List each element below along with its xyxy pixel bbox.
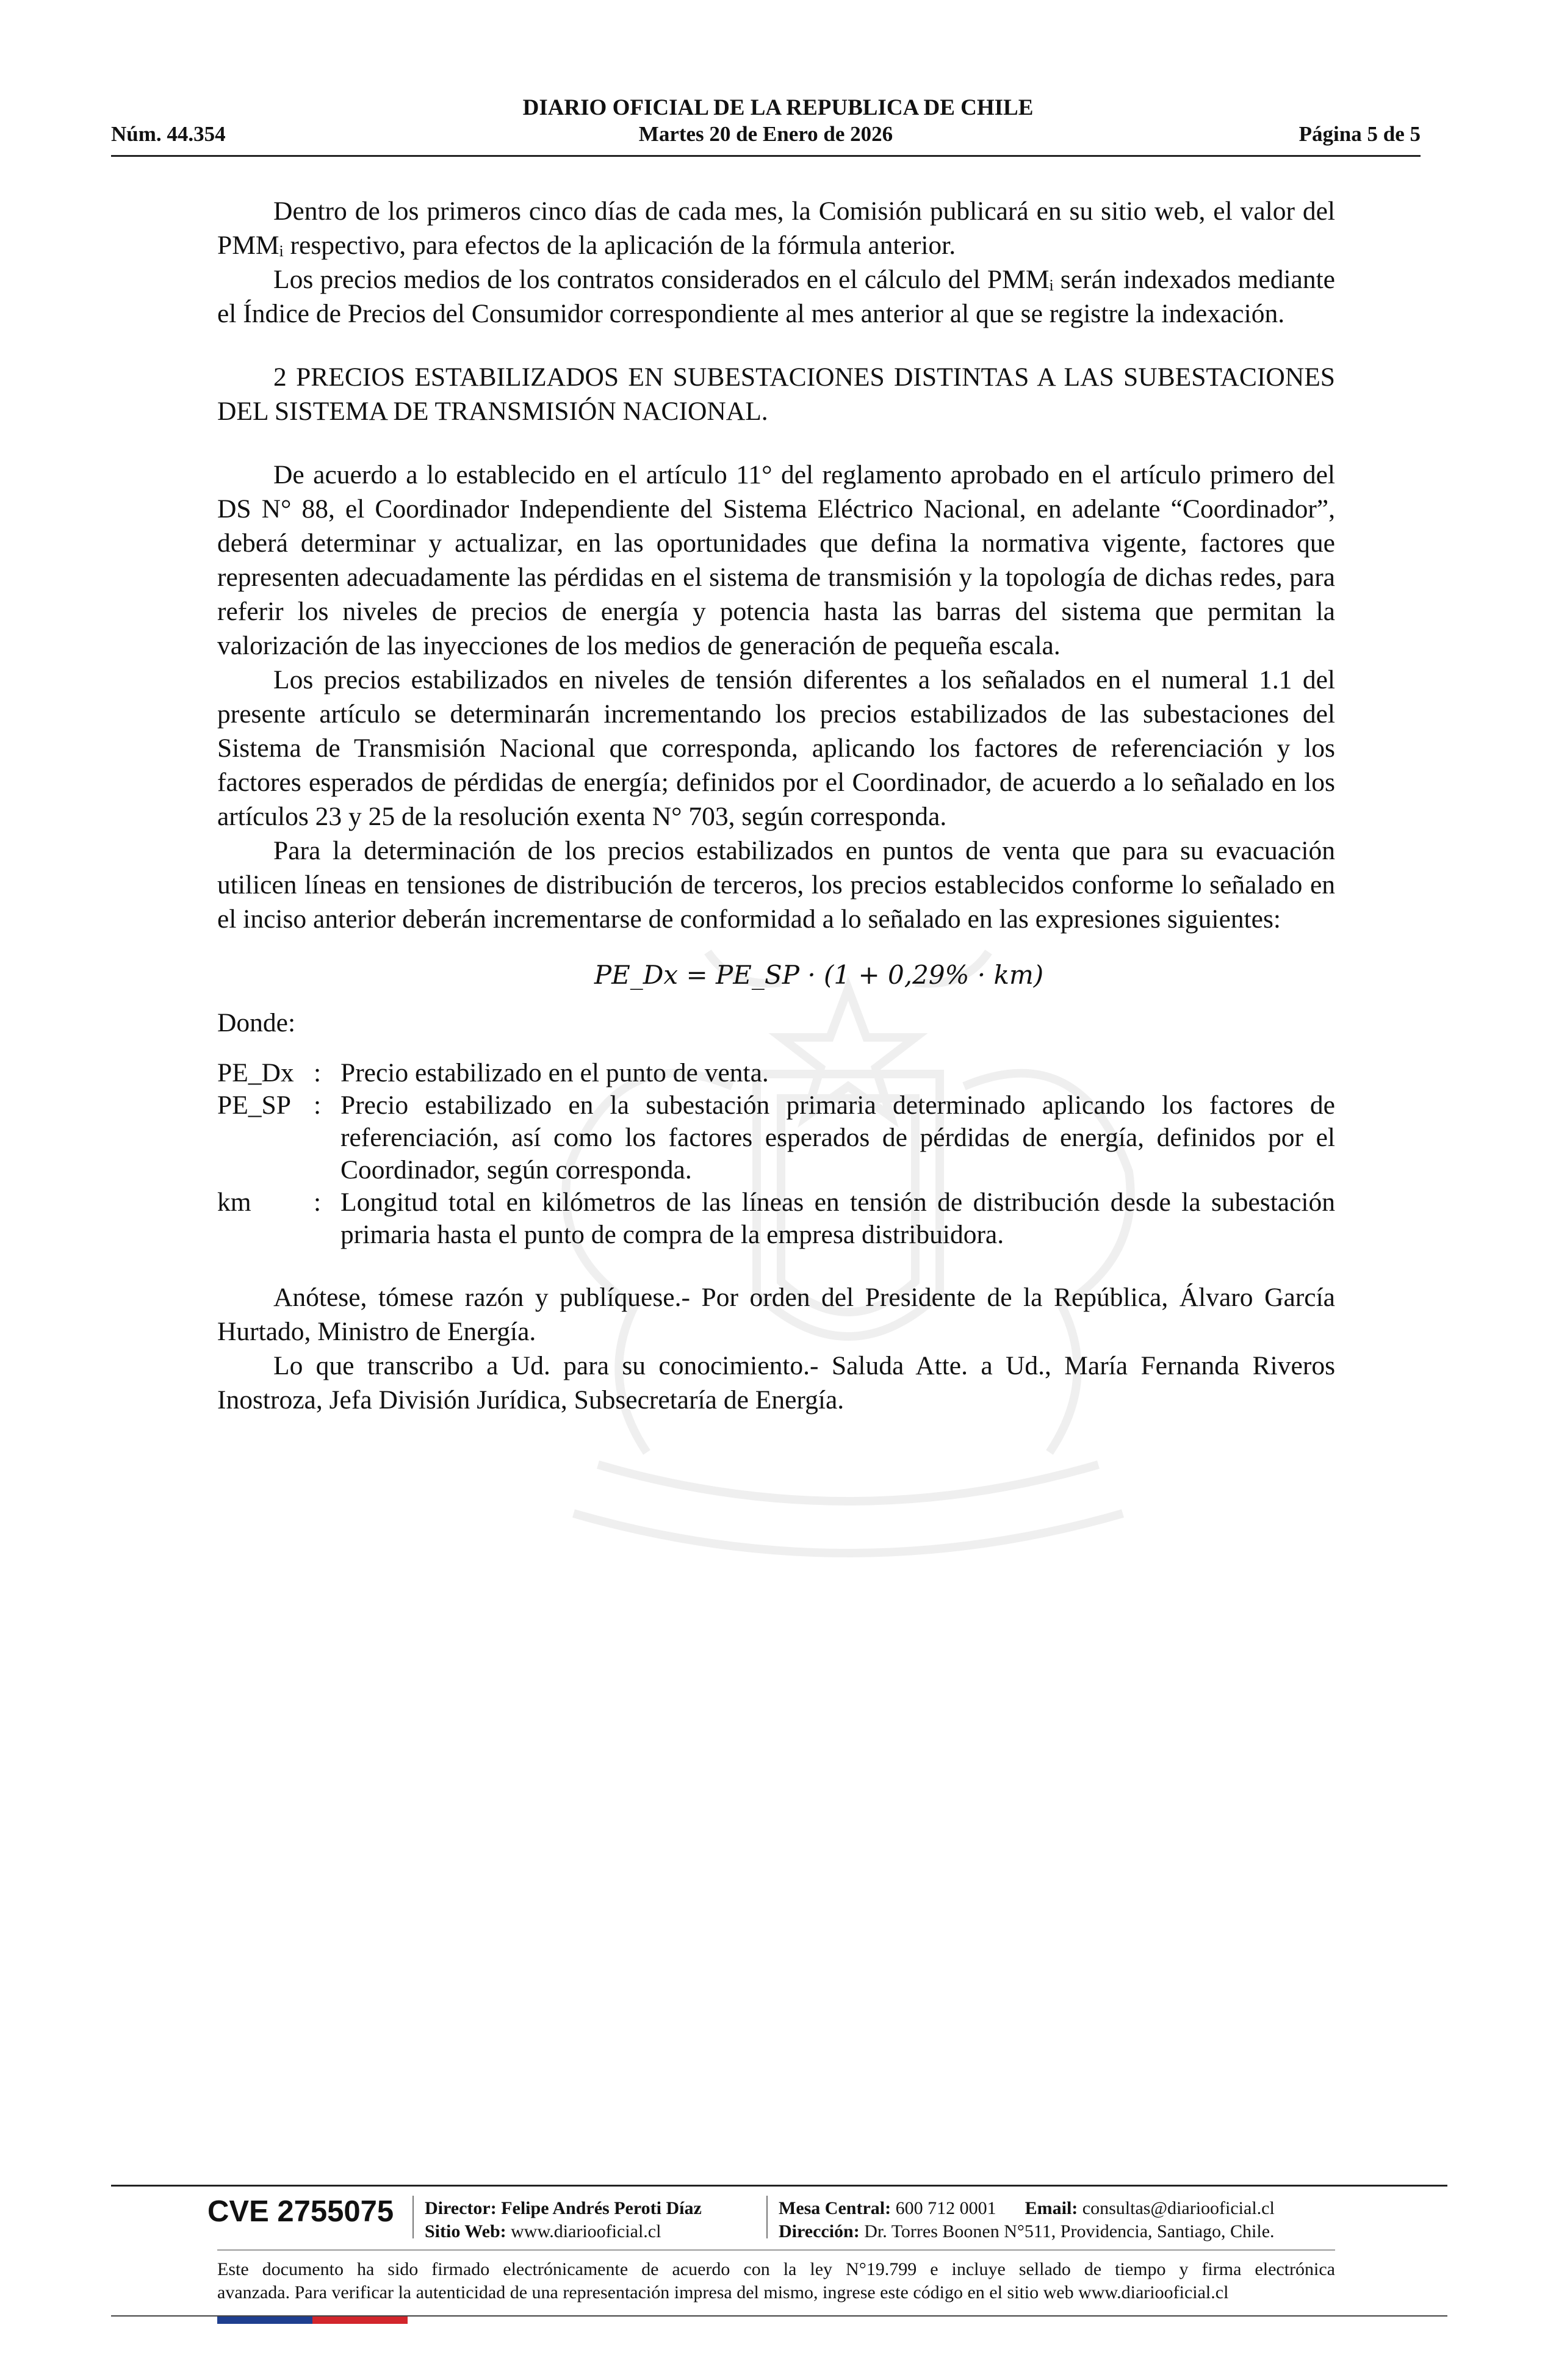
definition-text: Longitud total en kilómetros de las líneas en tensión de distribución desde la subestación primaria hasta el punto de compra de la empresa distribuidora. [340,1188,1335,1249]
page-number: Página 5 de 5 [1298,122,1421,146]
paragraph: Los precios medios de los contratos considerados en el cálculo del PMMᵢ serán indexados mediante el Índice de Precios del Consumidor correspondiente al mes anterior al que se registre la indexación. [217,265,1335,328]
footer-divider-top [111,2185,1447,2187]
definition-text: Precio estabilizado en el punto de venta. [340,1058,769,1087]
definition-row [217,1186,1335,1251]
address-label: Dirección: [779,2221,860,2241]
issue-date: Martes 20 de Enero de 2026 [638,122,893,146]
phone-label: Mesa Central: [779,2198,891,2218]
paragraph: Dentro de los primeros cinco días de cada mes, la Comisión publicará en su sitio web, el valor del PMMᵢ respectivo, para efectos de la aplicación de la fórmula anterior. [217,197,1335,260]
definition-row [217,1089,1335,1186]
issue-number: Núm. 44.354 [111,122,226,146]
email-link[interactable]: consultas@diariooficial.cl [1082,2198,1275,2218]
definition-term: PE_SP [217,1091,291,1120]
definition-row [217,1057,1335,1089]
definition-colon: : [314,1091,322,1120]
definition-text: Precio estabilizado en la subestación primaria determinado aplicando los factores de referenciación, así como los factores esperados de pérdidas de energía, definidos por el Coordinador, según corresponda. [340,1091,1335,1185]
definition-colon: : [314,1058,322,1087]
flag-blue-bar [217,2317,312,2324]
footer-separator [412,2196,414,2238]
formula: PE_Dx = PE_SP · (1 + 0,29% · km) [594,960,1044,990]
gazette-title: DIARIO OFICIAL DE LA REPUBLICA DE CHILE [522,95,1034,120]
legal-notice-line-2: avanzada. Para verificar la autenticidad de una representación impresa del mismo, ingrese este código en el sitio web www.diariooficial.cl [217,2282,1229,2302]
paragraph: Los precios estabilizados en niveles de tensión diferentes a los señalados en el numeral 1.1 del presente artículo se determinarán incrementando los precios estabilizados de las subestaciones del Sistema de Transmisión Nacional que corresponda, aplicando los factores de referenciación y los factores esperados de pérdidas de energía; definidos por el Coordinador, de acuerdo a lo señalado en los artículos 23 y 25 de la resolución exenta N° 703, según corresponda. [217,665,1335,831]
document-body [217,194,1335,1417]
footer-director [425,2197,702,2220]
legal-notice-line-1: Este documento ha sido firmado electrónicamente de acuerdo con la ley N°19.799 e incluye sellado de tiempo y firma electrónica [217,2259,1335,2279]
definition-term: PE_Dx [217,1058,294,1087]
header-row [111,122,1421,153]
section-heading: 2 PRECIOS ESTABILIZADOS EN SUBESTACIONES DISTINTAS A LAS SUBESTACIONES DEL SISTEMA DE TRANSMISIÓN NACIONAL. [217,362,1335,426]
web-link[interactable]: www.diariooficial.cl [511,2221,661,2241]
definition-term: km [217,1188,251,1217]
definition-colon: : [314,1188,322,1217]
phone-value: 600 712 0001 [895,2198,996,2218]
web-label: Sitio Web: [425,2221,506,2241]
paragraph: De acuerdo a lo establecido en el artículo 11° del reglamento aprobado en el artículo primero del DS N° 88, el Coordinador Independiente del Sistema Eléctrico Nacional, en adelante “Coordinador”, deberá determinar y actualizar, en las oportunidades que defina la normativa vigente, factores que representen adecuadamente las pérdidas en el sistema de transmisión y la topología de dichas redes, para referir los niveles de precios de energía y potencia hasta las barras del sistema que permitan la valorización de las inyecciones de los medios de generación de pequeña escala. [217,460,1335,660]
footer-website [425,2220,661,2243]
address-value: Dr. Torres Boonen N°511, Providencia, Santiago, Chile. [864,2221,1275,2241]
flag-red-bar [312,2317,408,2324]
footer-divider-middle [217,2249,1335,2251]
email-label: Email: [1025,2198,1078,2218]
footer-contact [779,2197,1275,2220]
donde-label: Donde: [217,1008,296,1037]
director-value: Felipe Andrés Peroti Díaz [501,2198,702,2218]
flag-stripe [217,2317,408,2324]
footer-separator [766,2196,768,2238]
paragraph: Para la determinación de los precios estabilizados en puntos de venta que para su evacuación utilicen líneas en tensiones de distribución de terceros, los precios establecidos conforme lo señalado en el inciso anterior deberán incrementarse de conformidad a lo señalado en las expresiones siguientes: [217,836,1335,934]
paragraph: Lo que transcribo a Ud. para su conocimiento.- Saluda Atte. a Ud., María Fernanda Riveros Inostroza, Jefa División Jurídica, Subsecretaría de Energía. [217,1351,1335,1415]
header-divider [111,155,1421,157]
director-label: Director: [425,2198,497,2218]
footer-address [779,2220,1275,2243]
definitions-list [217,1057,1335,1251]
paragraph: Anótese, tómese razón y publíquese.- Por orden del Presidente de la República, Álvaro García Hurtado, Ministro de Energía. [217,1283,1335,1346]
cve-code: CVE 2755075 [207,2195,394,2228]
